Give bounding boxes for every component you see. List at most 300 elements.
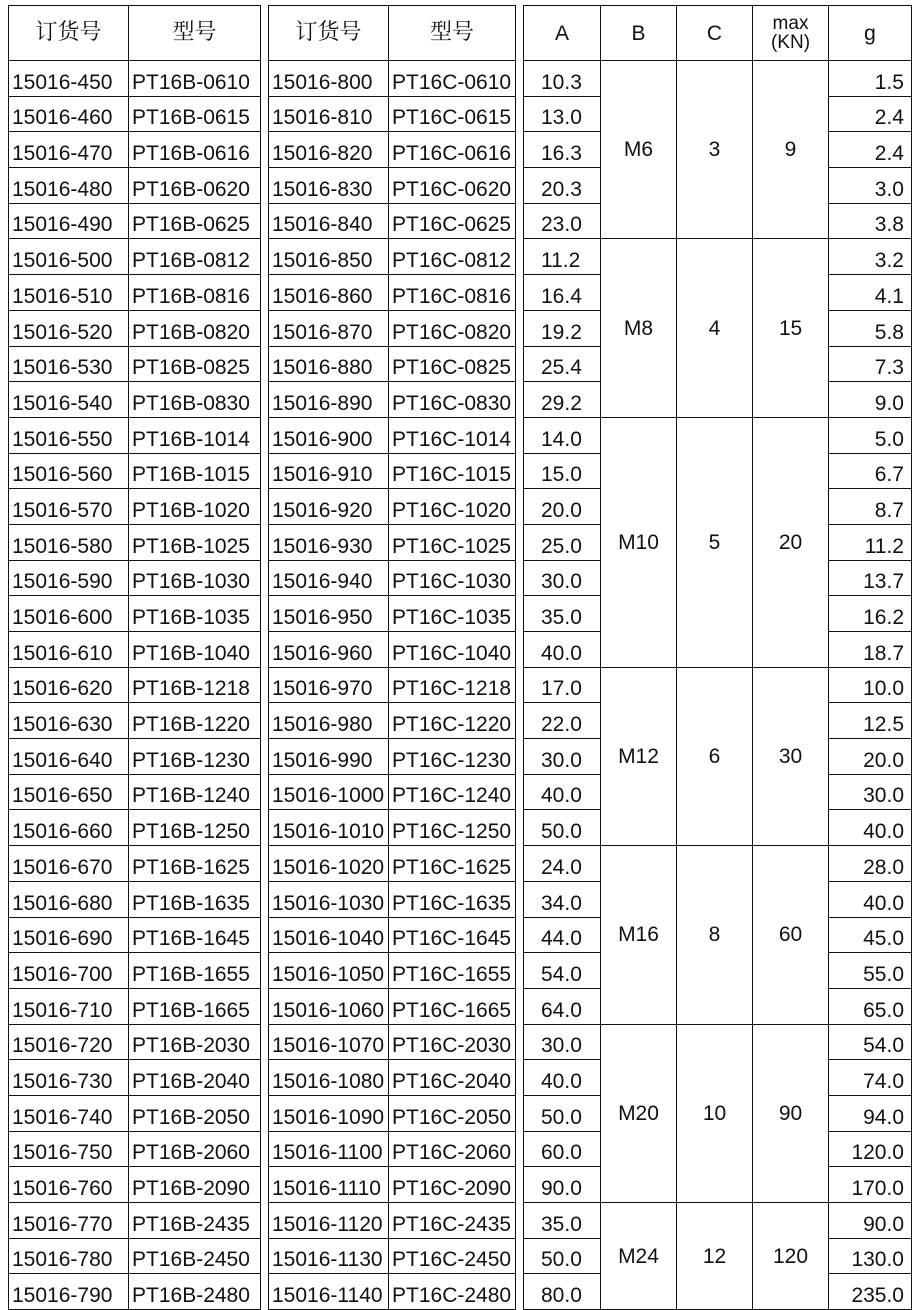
weight-cell: 7.3	[829, 346, 912, 382]
order-no-cell: 15016-1010	[269, 810, 389, 846]
model-cell: PT16C-0830	[389, 382, 516, 418]
a-value-cell: 90.0	[524, 1167, 601, 1203]
model-cell: PT16B-0812	[129, 239, 261, 275]
order-no-cell: 15016-810	[269, 96, 389, 132]
table-row	[9, 596, 261, 632]
table-row	[9, 1274, 261, 1310]
order-no-cell: 15016-890	[269, 382, 389, 418]
order-no-cell: 15016-570	[9, 489, 129, 525]
model-cell: PT16B-0816	[129, 275, 261, 311]
order-no-cell: 15016-710	[9, 988, 129, 1024]
order-no-cell: 15016-500	[9, 239, 129, 275]
a-value-cell: 16.3	[524, 132, 601, 168]
order-no-cell: 15016-530	[9, 346, 129, 382]
table-row	[9, 953, 261, 989]
thread-size-cell: M24	[601, 1203, 677, 1310]
a-value-cell: 22.0	[524, 703, 601, 739]
model-cell: PT16B-1635	[129, 881, 261, 917]
table-row	[269, 703, 516, 739]
weight-cell: 235.0	[829, 1274, 912, 1310]
order-no-cell: 15016-660	[9, 810, 129, 846]
order-no-cell: 15016-560	[9, 453, 129, 489]
model-cell: PT16C-0820	[389, 310, 516, 346]
weight-cell: 130.0	[829, 1238, 912, 1274]
table-row	[269, 203, 516, 239]
a-value-cell: 40.0	[524, 632, 601, 668]
table-row	[9, 810, 261, 846]
model-cell: PT16B-1014	[129, 417, 261, 453]
order-no-cell: 15016-1050	[269, 953, 389, 989]
table-row	[9, 1203, 261, 1239]
a-value-cell: 30.0	[524, 560, 601, 596]
weight-cell: 45.0	[829, 917, 912, 953]
a-value-cell: 30.0	[524, 1024, 601, 1060]
model-cell: PT16C-2030	[389, 1024, 516, 1060]
model-cell: PT16C-0620	[389, 168, 516, 204]
order-no-cell: 15016-510	[9, 275, 129, 311]
order-no-cell: 15016-1030	[269, 881, 389, 917]
table-row	[9, 382, 261, 418]
header-max-load	[753, 6, 829, 61]
order-no-cell: 15016-730	[9, 1060, 129, 1096]
model-cell: PT16B-1665	[129, 988, 261, 1024]
table-row	[524, 61, 912, 97]
model-cell: PT16B-0610	[129, 61, 261, 97]
header-order-no: 订货号	[9, 6, 129, 61]
weight-cell: 6.7	[829, 453, 912, 489]
order-no-cell: 15016-650	[9, 774, 129, 810]
weight-cell: 8.7	[829, 489, 912, 525]
model-cell: PT16C-1218	[389, 667, 516, 703]
model-cell: PT16C-1645	[389, 917, 516, 953]
dimension-table	[523, 5, 912, 1310]
model-cell: PT16C-1625	[389, 846, 516, 882]
model-cell: PT16C-0812	[389, 239, 516, 275]
table-row	[9, 524, 261, 560]
table-row	[9, 275, 261, 311]
table-row	[9, 703, 261, 739]
table-row	[269, 667, 516, 703]
table-row	[269, 1203, 516, 1239]
order-no-cell: 15016-720	[9, 1024, 129, 1060]
weight-cell: 30.0	[829, 774, 912, 810]
table-row	[9, 881, 261, 917]
table-row	[9, 560, 261, 596]
a-value-cell: 14.0	[524, 417, 601, 453]
a-value-cell: 64.0	[524, 988, 601, 1024]
weight-cell: 28.0	[829, 846, 912, 882]
order-no-cell: 15016-780	[9, 1238, 129, 1274]
table-row	[269, 453, 516, 489]
model-cell: PT16C-0616	[389, 132, 516, 168]
table-row	[9, 489, 261, 525]
weight-cell: 94.0	[829, 1095, 912, 1131]
weight-cell: 5.0	[829, 417, 912, 453]
table-row	[269, 1024, 516, 1060]
table-row	[9, 774, 261, 810]
order-table-pt16b	[8, 5, 261, 1310]
order-no-cell: 15016-900	[269, 417, 389, 453]
order-no-cell: 15016-990	[269, 739, 389, 775]
table-row	[524, 846, 912, 882]
thread-size-cell: M8	[601, 239, 677, 417]
model-cell: PT16C-1635	[389, 881, 516, 917]
a-value-cell: 25.0	[524, 524, 601, 560]
thread-size-cell: M12	[601, 667, 677, 845]
table-row	[524, 1024, 912, 1060]
model-cell: PT16B-2480	[129, 1274, 261, 1310]
order-no-cell: 15016-960	[269, 632, 389, 668]
table-row	[9, 132, 261, 168]
order-no-cell: 15016-480	[9, 168, 129, 204]
max-load-cell: 9	[753, 61, 829, 239]
model-cell: PT16C-1035	[389, 596, 516, 632]
table-row	[269, 382, 516, 418]
model-cell: PT16B-1040	[129, 632, 261, 668]
order-no-cell: 15016-670	[9, 846, 129, 882]
model-cell: PT16C-2450	[389, 1238, 516, 1274]
table-row	[269, 417, 516, 453]
model-cell: PT16B-2040	[129, 1060, 261, 1096]
weight-cell: 13.7	[829, 560, 912, 596]
a-value-cell: 60.0	[524, 1131, 601, 1167]
order-no-cell: 15016-1020	[269, 846, 389, 882]
a-value-cell: 20.0	[524, 489, 601, 525]
order-no-cell: 15016-750	[9, 1131, 129, 1167]
order-no-cell: 15016-640	[9, 739, 129, 775]
table-row	[269, 346, 516, 382]
order-no-cell: 15016-870	[269, 310, 389, 346]
order-no-cell: 15016-940	[269, 560, 389, 596]
model-cell: PT16B-2435	[129, 1203, 261, 1239]
model-cell: PT16C-2050	[389, 1095, 516, 1131]
table-row	[524, 239, 912, 275]
table-row	[269, 275, 516, 311]
c-value-cell: 5	[677, 417, 753, 667]
model-cell: PT16B-1025	[129, 524, 261, 560]
table-row	[9, 988, 261, 1024]
model-cell: PT16B-1020	[129, 489, 261, 525]
a-value-cell: 10.3	[524, 61, 601, 97]
max-load-cell: 30	[753, 667, 829, 845]
c-value-cell: 12	[677, 1203, 753, 1310]
header-weight: g	[829, 6, 912, 61]
model-cell: PT16B-1645	[129, 917, 261, 953]
order-no-cell: 15016-970	[269, 667, 389, 703]
model-cell: PT16C-1240	[389, 774, 516, 810]
a-value-cell: 25.4	[524, 346, 601, 382]
a-value-cell: 11.2	[524, 239, 601, 275]
header-b: B	[601, 6, 677, 61]
model-cell: PT16B-2090	[129, 1167, 261, 1203]
order-no-cell: 15016-460	[9, 96, 129, 132]
order-no-cell: 15016-620	[9, 667, 129, 703]
model-cell: PT16C-1665	[389, 988, 516, 1024]
weight-cell: 74.0	[829, 1060, 912, 1096]
model-cell: PT16C-0816	[389, 275, 516, 311]
table-row	[9, 917, 261, 953]
table-row	[269, 168, 516, 204]
model-cell: PT16B-1035	[129, 596, 261, 632]
a-value-cell: 35.0	[524, 596, 601, 632]
model-cell: PT16C-2090	[389, 1167, 516, 1203]
order-no-cell: 15016-880	[269, 346, 389, 382]
table-row	[269, 489, 516, 525]
model-cell: PT16C-2435	[389, 1203, 516, 1239]
a-value-cell: 40.0	[524, 774, 601, 810]
order-no-cell: 15016-590	[9, 560, 129, 596]
c-value-cell: 10	[677, 1024, 753, 1202]
weight-cell: 16.2	[829, 596, 912, 632]
order-no-cell: 15016-1080	[269, 1060, 389, 1096]
model-cell: PT16B-0620	[129, 168, 261, 204]
model-cell: PT16B-2060	[129, 1131, 261, 1167]
model-cell: PT16B-1655	[129, 953, 261, 989]
order-no-cell: 15016-450	[9, 61, 129, 97]
table-row	[9, 61, 261, 97]
table-row	[269, 1274, 516, 1310]
c-value-cell: 8	[677, 846, 753, 1024]
c-value-cell: 3	[677, 61, 753, 239]
model-cell: PT16B-1240	[129, 774, 261, 810]
a-value-cell: 16.4	[524, 275, 601, 311]
table-row	[269, 846, 516, 882]
table-row	[269, 988, 516, 1024]
weight-cell: 10.0	[829, 667, 912, 703]
model-cell: PT16C-1015	[389, 453, 516, 489]
model-cell: PT16C-2480	[389, 1274, 516, 1310]
table-row	[269, 774, 516, 810]
max-load-cell: 60	[753, 846, 829, 1024]
table-row	[9, 1060, 261, 1096]
table-row	[269, 1095, 516, 1131]
table-row	[269, 1238, 516, 1274]
model-cell: PT16C-1655	[389, 953, 516, 989]
weight-cell: 40.0	[829, 810, 912, 846]
table-row	[9, 1024, 261, 1060]
weight-cell: 2.4	[829, 132, 912, 168]
weight-cell: 12.5	[829, 703, 912, 739]
table-row	[269, 310, 516, 346]
weight-cell: 1.5	[829, 61, 912, 97]
table-row	[9, 96, 261, 132]
order-no-cell: 15016-850	[269, 239, 389, 275]
table-row	[269, 596, 516, 632]
weight-cell: 11.2	[829, 524, 912, 560]
table-row	[269, 1060, 516, 1096]
order-no-cell: 15016-830	[269, 168, 389, 204]
table-row	[9, 168, 261, 204]
order-no-cell: 15016-630	[9, 703, 129, 739]
order-no-cell: 15016-1120	[269, 1203, 389, 1239]
model-cell: PT16C-1220	[389, 703, 516, 739]
header-a: A	[524, 6, 601, 61]
a-value-cell: 54.0	[524, 953, 601, 989]
a-value-cell: 50.0	[524, 1238, 601, 1274]
weight-cell: 3.8	[829, 203, 912, 239]
order-no-cell: 15016-950	[269, 596, 389, 632]
weight-cell: 120.0	[829, 1131, 912, 1167]
model-cell: PT16C-1025	[389, 524, 516, 560]
table-row	[9, 1095, 261, 1131]
order-no-cell: 15016-790	[9, 1274, 129, 1310]
a-value-cell: 19.2	[524, 310, 601, 346]
header-max-unit: (KN)	[770, 32, 811, 53]
order-no-cell: 15016-520	[9, 310, 129, 346]
weight-cell: 3.0	[829, 168, 912, 204]
weight-cell: 55.0	[829, 953, 912, 989]
table-row	[9, 632, 261, 668]
a-value-cell: 35.0	[524, 1203, 601, 1239]
a-value-cell: 15.0	[524, 453, 601, 489]
model-cell: PT16B-1030	[129, 560, 261, 596]
table-row	[9, 310, 261, 346]
model-cell: PT16C-0615	[389, 96, 516, 132]
max-load-cell: 90	[753, 1024, 829, 1202]
order-no-cell: 15016-1070	[269, 1024, 389, 1060]
order-no-cell: 15016-1100	[269, 1131, 389, 1167]
table-row	[269, 239, 516, 275]
weight-cell: 40.0	[829, 881, 912, 917]
model-cell: PT16C-2060	[389, 1131, 516, 1167]
table-row	[9, 239, 261, 275]
table-row	[9, 346, 261, 382]
model-cell: PT16B-0625	[129, 203, 261, 239]
model-cell: PT16B-2030	[129, 1024, 261, 1060]
order-no-cell: 15016-550	[9, 417, 129, 453]
order-no-cell: 15016-1110	[269, 1167, 389, 1203]
table-row	[524, 1203, 912, 1239]
model-cell: PT16C-2040	[389, 1060, 516, 1096]
order-no-cell: 15016-740	[9, 1095, 129, 1131]
model-cell: PT16B-2050	[129, 1095, 261, 1131]
model-cell: PT16B-1218	[129, 667, 261, 703]
a-value-cell: 30.0	[524, 739, 601, 775]
order-no-cell: 15016-930	[269, 524, 389, 560]
order-no-cell: 15016-580	[9, 524, 129, 560]
order-no-cell: 15016-1000	[269, 774, 389, 810]
a-value-cell: 50.0	[524, 1095, 601, 1131]
weight-cell: 20.0	[829, 739, 912, 775]
model-cell: PT16C-0610	[389, 61, 516, 97]
a-value-cell: 34.0	[524, 881, 601, 917]
a-value-cell: 40.0	[524, 1060, 601, 1096]
header-model: 型号	[129, 6, 261, 61]
a-value-cell: 44.0	[524, 917, 601, 953]
a-value-cell: 50.0	[524, 810, 601, 846]
order-no-cell: 15016-770	[9, 1203, 129, 1239]
order-no-cell: 15016-1090	[269, 1095, 389, 1131]
model-cell: PT16B-0616	[129, 132, 261, 168]
order-no-cell: 15016-700	[9, 953, 129, 989]
order-no-cell: 15016-860	[269, 275, 389, 311]
model-cell: PT16C-1040	[389, 632, 516, 668]
table-row	[9, 846, 261, 882]
table-row	[269, 810, 516, 846]
table-row	[9, 739, 261, 775]
model-cell: PT16B-0825	[129, 346, 261, 382]
header-model: 型号	[389, 6, 516, 61]
order-no-cell: 15016-540	[9, 382, 129, 418]
model-cell: PT16B-2450	[129, 1238, 261, 1274]
header-row	[9, 6, 261, 61]
order-no-cell: 15016-800	[269, 61, 389, 97]
order-no-cell: 15016-680	[9, 881, 129, 917]
model-cell: PT16B-0830	[129, 382, 261, 418]
table-row	[9, 667, 261, 703]
order-no-cell: 15016-1060	[269, 988, 389, 1024]
table-row	[269, 881, 516, 917]
model-cell: PT16C-0625	[389, 203, 516, 239]
table-row	[269, 132, 516, 168]
max-load-cell: 120	[753, 1203, 829, 1310]
table-row	[269, 560, 516, 596]
thread-size-cell: M6	[601, 61, 677, 239]
model-cell: PT16C-1250	[389, 810, 516, 846]
weight-cell: 9.0	[829, 382, 912, 418]
table-row	[9, 417, 261, 453]
order-no-cell: 15016-600	[9, 596, 129, 632]
thread-size-cell: M16	[601, 846, 677, 1024]
max-load-cell: 15	[753, 239, 829, 417]
model-cell: PT16C-1230	[389, 739, 516, 775]
order-no-cell: 15016-1130	[269, 1238, 389, 1274]
model-cell: PT16B-1625	[129, 846, 261, 882]
header-max-label: max	[772, 13, 809, 34]
weight-cell: 65.0	[829, 988, 912, 1024]
a-value-cell: 29.2	[524, 382, 601, 418]
max-load-cell: 20	[753, 417, 829, 667]
c-value-cell: 4	[677, 239, 753, 417]
model-cell: PT16B-1250	[129, 810, 261, 846]
table-row	[9, 1238, 261, 1274]
table-row	[269, 96, 516, 132]
order-no-cell: 15016-690	[9, 917, 129, 953]
table-row	[524, 417, 912, 453]
order-no-cell: 15016-980	[269, 703, 389, 739]
weight-cell: 4.1	[829, 275, 912, 311]
model-cell: PT16B-0820	[129, 310, 261, 346]
weight-cell: 5.8	[829, 310, 912, 346]
thread-size-cell: M20	[601, 1024, 677, 1202]
order-no-cell: 15016-910	[269, 453, 389, 489]
table-row	[269, 953, 516, 989]
header-order-no: 订货号	[269, 6, 389, 61]
order-no-cell: 15016-840	[269, 203, 389, 239]
weight-cell: 90.0	[829, 1203, 912, 1239]
a-value-cell: 20.3	[524, 168, 601, 204]
header-row	[269, 6, 516, 61]
table-row	[9, 1167, 261, 1203]
thread-size-cell: M10	[601, 417, 677, 667]
order-no-cell: 15016-920	[269, 489, 389, 525]
model-cell: PT16B-1220	[129, 703, 261, 739]
a-value-cell: 80.0	[524, 1274, 601, 1310]
a-value-cell: 17.0	[524, 667, 601, 703]
order-no-cell: 15016-760	[9, 1167, 129, 1203]
weight-cell: 2.4	[829, 96, 912, 132]
order-no-cell: 15016-610	[9, 632, 129, 668]
weight-cell: 54.0	[829, 1024, 912, 1060]
table-row	[269, 1131, 516, 1167]
order-table-pt16c	[268, 5, 516, 1310]
weight-cell: 3.2	[829, 239, 912, 275]
model-cell: PT16B-1230	[129, 739, 261, 775]
model-cell: PT16B-1015	[129, 453, 261, 489]
a-value-cell: 24.0	[524, 846, 601, 882]
table-row	[524, 667, 912, 703]
order-no-cell: 15016-470	[9, 132, 129, 168]
